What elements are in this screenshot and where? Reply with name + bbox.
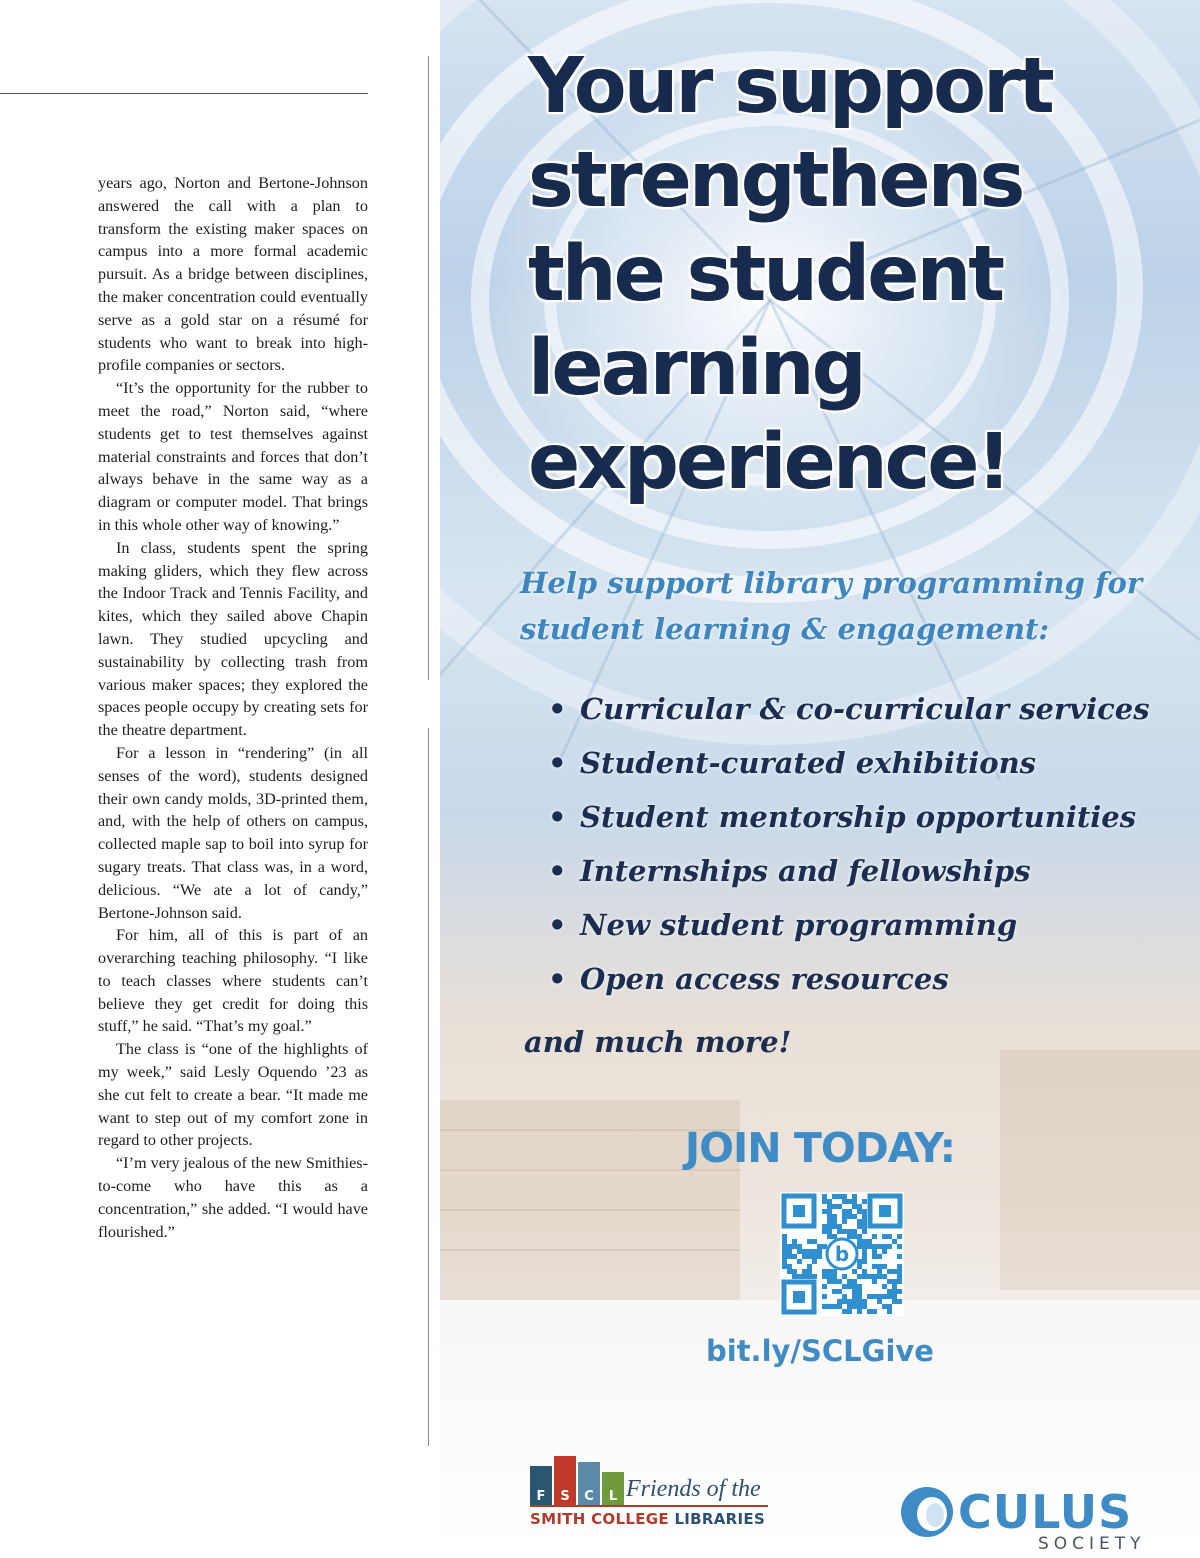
fscl-bar-c: C	[578, 1462, 600, 1506]
benefit-text: New student programming	[580, 908, 1018, 942]
oculus-o-icon	[898, 1484, 956, 1540]
bullet-icon: •	[548, 908, 567, 942]
article-paragraph: In class, students spent the spring making gliders, which they flew across the Indoor Track and Tennis Facility, and kites, which they sailed above Chapin lawn. They studied upcycling and sustainability by collecting trash from various maker spaces; they explored the spaces people occupy by creating sets for the theatre department.	[98, 538, 368, 740]
benefit-text: Student mentorship opportunities	[580, 800, 1137, 834]
column-divider	[428, 728, 429, 1446]
fscl-friends-text: Friends of the	[626, 1476, 761, 1502]
oculus-society-logo	[898, 1482, 1158, 1552]
fscl-smith-college-libraries	[530, 1510, 765, 1528]
list-item	[548, 682, 1150, 736]
give-url-link[interactable]: bit.ly/SCLGive	[706, 1334, 934, 1368]
benefit-text: Student-curated exhibitions	[580, 746, 1036, 780]
top-rule	[0, 93, 368, 94]
article-paragraph: The class is “one of the highlights of my week,” said Lesly Oquendo ’23 as she cut felt to create a bear. “It made me want to step out of my comfort zone in regard to other projects.	[98, 1040, 368, 1150]
and-much-more-text: and much more!	[524, 1025, 792, 1059]
ad-headline: Your support strengthens the student learning experience!	[528, 42, 1052, 507]
benefit-text: Internships and fellowships	[580, 854, 1031, 888]
fscl-libraries: LIBRARIES	[674, 1510, 766, 1528]
list-item	[548, 736, 1150, 790]
bullet-icon: •	[548, 800, 567, 834]
benefit-text: Curricular & co-curricular services	[580, 692, 1150, 726]
bullet-icon: •	[548, 854, 567, 888]
fscl-smith-college: SMITH COLLEGE	[530, 1510, 669, 1528]
article-paragraph: “I’m very jealous of the new Smithies-to-come who have this as a concentration,” she added. “I would have flourished.”	[98, 1154, 368, 1241]
article-paragraph: “It’s the opportunity for the rubber to meet the road,” Norton said, “where students get to test themselves against material constraints and forces that don’t always behave in the same way as a diagram or computer model. That brings in this whole other way of knowing.”	[98, 379, 368, 534]
qr-center-logo: b	[834, 1242, 850, 1266]
list-item	[548, 790, 1150, 844]
list-item	[548, 844, 1150, 898]
ad-subheadline: Help support library programming for student learning & engagement:	[520, 566, 1143, 646]
fscl-divider	[530, 1505, 768, 1507]
article-paragraph: years ago, Norton and Bertone-Johnson answered the call with a plan to transform the existing maker spaces on campus into a more formal academic pursuit. As a bridge between disciplines, the maker concentration could eventually serve as a gold star on a résumé for students who want to break into high-profile companies or sectors.	[98, 174, 368, 375]
bullet-icon: •	[548, 692, 567, 726]
article-column	[98, 172, 368, 1243]
fscl-bars	[530, 1456, 626, 1506]
fscl-bar-l: L	[602, 1472, 624, 1506]
library-support-advertisement	[440, 0, 1200, 1558]
article-paragraph: For a lesson in “rendering” (in all senses of the word), students designed their own candy molds, 3D-printed them, and, with the help of others on campus, collected maple sap to boil into syrup for sugary treats. That class was, in a word, delicious. “We ate a lot of candy,” Bertone-Johnson said.	[98, 743, 368, 922]
join-today-heading: JOIN TODAY:	[684, 1124, 956, 1172]
oculus-wordmark: CULUS	[958, 1485, 1133, 1539]
list-item	[548, 898, 1150, 952]
bullet-icon: •	[548, 962, 567, 996]
qr-code[interactable]	[780, 1192, 904, 1316]
list-item	[548, 952, 1150, 1006]
benefits-list	[548, 682, 1150, 1006]
column-divider	[428, 56, 429, 680]
bullet-icon: •	[548, 746, 567, 780]
benefit-text: Open access resources	[580, 962, 949, 996]
article-paragraph: For him, all of this is part of an overarching teaching philosophy. “I like to teach classes where students can’t believe they get credit for doing this stuff,” he said. “That’s my goal.”	[98, 926, 368, 1036]
fscl-bar-s: S	[554, 1456, 576, 1506]
oculus-society-text: SOCIETY	[1038, 1534, 1146, 1554]
fscl-logo	[530, 1472, 780, 1528]
fscl-bar-f: F	[530, 1466, 552, 1506]
